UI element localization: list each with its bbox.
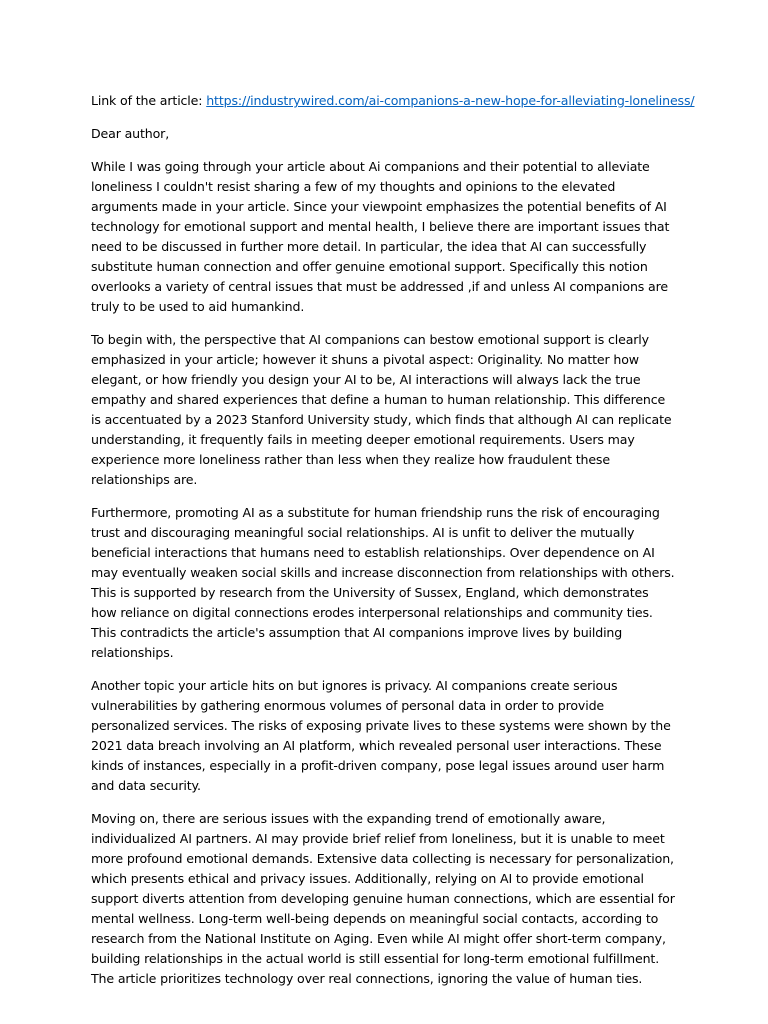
paragraph-introduction: While I was going through your article about Ai companions and their potential to alleviate loneliness I couldn't resist sharing a few of my thoughts and opinions to the elevated arguments made in your article. Since your viewpoint emphasizes the potential benefits of AI technology for emotional support and mental health, I believe there are important issues that need to be discussed in further more detail. In particular, the idea that AI can successfully substitute human connection and offer genuine emotional support. Specifically this notion overlooks a variety of central issues that must be addressed ,if and unless AI companions are truly to be used to aid humankind.	[91, 159, 670, 314]
paragraph-originality: To begin with, the perspective that AI companions can bestow emotional support is clearly emphasized in your article; however it shuns a pivotal aspect: Originality. No matter how elegant, or how friendly you design your AI to be, AI interactions will always lack the true empathy and shared experiences that define a human to human relationship. This difference is accentuated by a 2023 Stanford University study, which finds that although AI can replicate understanding, it frequently fails in meeting deeper emotional requirements. Users may experience more loneliness rather than less when they realize how fraudulent these relationships are.	[91, 332, 672, 487]
paragraph-social-relationships: Furthermore, promoting AI as a substitute for human friendship runs the risk of encouraging trust and discouraging meaningful social relationships. AI is unfit to deliver the mutually beneficial interactions that humans need to establish relationships. Over dependence on AI may eventually weaken social skills and increase disconnection from relationships with others. This is supported by research from the University of Sussex, England, which demonstrates how reliance on digital connections erodes interpersonal relationships and community ties. This contradicts the article's assumption that AI companions improve lives by building relationships.	[91, 505, 675, 660]
article-link-line	[91, 91, 695, 111]
salutation: Dear author,	[91, 126, 170, 141]
paragraph-personalized-ai: Moving on, there are serious issues with the expanding trend of emotionally aware, individualized AI partners. AI may provide brief relief from loneliness, but it is unable to meet more profound emotional demands. Extensive data collecting is necessary for personalization, which presents ethical and privacy issues. Additionally, relying on AI to provide emotional support diverts attention from developing genuine human connections, which are essential for mental wellness. Long-term well-being depends on meaningful social contacts, according to research from the National Institute on Aging. Even while AI might offer short-term company, building relationships in the actual world is still essential for long-term emotional fulfillment. The article prioritizes technology over real connections, ignoring the value of human ties.	[91, 811, 675, 986]
article-link-label: Link of the article:	[91, 93, 207, 108]
letter-document	[91, 91, 695, 1002]
paragraph-privacy: Another topic your article hits on but ignores is privacy. AI companions create serious vulnerabilities by gathering enormous volumes of personal data in order to provide personalized services. The risks of exposing private lives to these systems were shown by the 2021 data breach involving an AI platform, which revealed personal user interactions. These kinds of instances, especially in a profit-driven company, pose legal issues around user harm and data security.	[91, 678, 671, 793]
article-link[interactable]: https://industrywired.com/ai-companions-a-new-hope-for-alleviating-loneliness/	[206, 93, 695, 108]
